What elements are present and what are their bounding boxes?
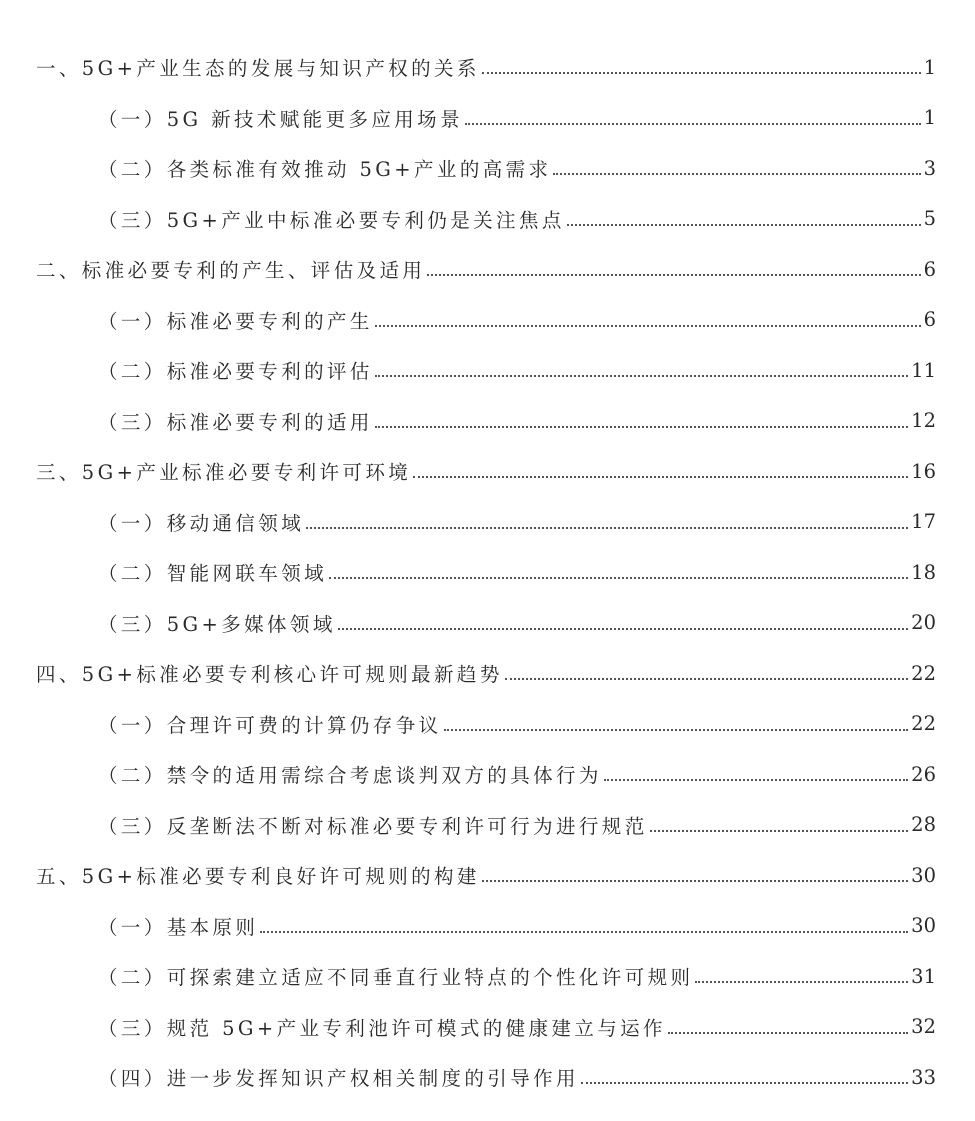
toc-chapter-entry[interactable] xyxy=(0,42,936,93)
toc-section-entry[interactable] xyxy=(0,699,936,750)
toc-page-number: 11 xyxy=(911,358,936,382)
toc-page-number: 33 xyxy=(911,1065,936,1089)
toc-entry-title: （二）禁令的适用需综合考虑谈判双方的具体行为 xyxy=(98,760,602,788)
toc-section-entry[interactable] xyxy=(0,598,936,649)
toc-section-entry[interactable] xyxy=(0,800,936,851)
toc-entry-title: 五、5G+标准必要专利良好许可规则的构建 xyxy=(36,861,480,889)
toc-entry-title: （一）标准必要专利的产生 xyxy=(98,306,373,334)
toc-section-entry[interactable] xyxy=(0,547,936,598)
toc-page-number: 28 xyxy=(911,813,936,837)
toc-page-number: 30 xyxy=(911,863,936,887)
toc-dot-leader xyxy=(650,830,909,832)
toc-dot-leader xyxy=(668,1032,908,1034)
toc-dot-leader xyxy=(329,577,908,579)
toc-page-number: 5 xyxy=(923,207,936,231)
toc-entry-title: （二）智能网联车领域 xyxy=(98,558,327,586)
toc-dot-leader xyxy=(413,476,908,478)
toc-section-entry[interactable] xyxy=(0,345,936,396)
toc-page-number: 1 xyxy=(923,55,936,79)
toc-dot-leader xyxy=(306,527,908,529)
toc-page-number: 1 xyxy=(923,106,936,130)
toc-section-entry[interactable] xyxy=(0,143,936,194)
toc-entry-title: 二、标准必要专利的产生、评估及适用 xyxy=(36,255,425,283)
toc-entry-title: （三）标准必要专利的适用 xyxy=(98,407,373,435)
toc-entry-title: （一）基本原则 xyxy=(98,912,258,940)
toc-page-number: 3 xyxy=(923,156,936,180)
toc-page-number: 22 xyxy=(911,661,936,685)
toc-dot-leader xyxy=(338,628,908,630)
toc-dot-leader xyxy=(260,931,908,933)
toc-section-entry[interactable] xyxy=(0,1002,936,1053)
toc-entry-title: 一、5G+产业生态的发展与知识产权的关系 xyxy=(36,53,480,81)
toc-page-number: 12 xyxy=(911,409,936,433)
toc-entry-title: （三）5G+多媒体领域 xyxy=(98,609,336,637)
toc-entry-title: 三、5G+产业标准必要专利许可环境 xyxy=(36,457,411,485)
toc-dot-leader xyxy=(482,72,921,74)
toc-entry-title: （四）进一步发挥知识产权相关制度的引导作用 xyxy=(98,1063,579,1091)
toc-chapter-entry[interactable] xyxy=(0,648,936,699)
toc-page-number: 32 xyxy=(911,1015,936,1039)
toc-dot-leader xyxy=(505,678,908,680)
toc-page-number: 22 xyxy=(911,712,936,736)
toc-dot-leader xyxy=(375,375,908,377)
toc-section-entry[interactable] xyxy=(0,1052,936,1103)
toc-page-number: 31 xyxy=(911,964,936,988)
toc-entry-title: （一）移动通信领域 xyxy=(98,508,304,536)
toc-section-entry[interactable] xyxy=(0,194,936,245)
toc-page-number: 30 xyxy=(911,914,936,938)
toc-page-number: 17 xyxy=(911,510,936,534)
toc-entry-title: （一）5G 新技术赋能更多应用场景 xyxy=(98,104,463,132)
toc-dot-leader xyxy=(567,224,921,226)
toc-section-entry[interactable] xyxy=(0,93,936,144)
toc-section-entry[interactable] xyxy=(0,497,936,548)
toc-page-number: 16 xyxy=(911,459,936,483)
toc-entry-title: （三）5G+产业中标准必要专利仍是关注焦点 xyxy=(98,205,565,233)
toc-section-entry[interactable] xyxy=(0,396,936,447)
toc-entry-title: （二）标准必要专利的评估 xyxy=(98,356,373,384)
toc-entry-title: （三）反垄断法不断对标准必要专利许可行为进行规范 xyxy=(98,811,648,839)
toc-dot-leader xyxy=(375,325,921,327)
toc-dot-leader xyxy=(695,981,908,983)
toc-chapter-entry[interactable] xyxy=(0,446,936,497)
toc-page-number: 20 xyxy=(911,611,936,635)
toc-dot-leader xyxy=(427,274,920,276)
toc-entry-title: （三）规范 5G+产业专利池许可模式的健康建立与运作 xyxy=(98,1013,666,1041)
toc-chapter-entry[interactable] xyxy=(0,850,936,901)
table-of-contents xyxy=(0,42,975,1103)
toc-dot-leader xyxy=(553,173,920,175)
toc-page-number: 18 xyxy=(911,560,936,584)
toc-entry-title: （一）合理许可费的计算仍存争议 xyxy=(98,710,442,738)
toc-page-number: 6 xyxy=(923,308,936,332)
toc-section-entry[interactable] xyxy=(0,901,936,952)
toc-section-entry[interactable] xyxy=(0,295,936,346)
toc-entry-title: （二）各类标准有效推动 5G+产业的高需求 xyxy=(98,154,551,182)
toc-dot-leader xyxy=(375,426,908,428)
toc-page-number: 26 xyxy=(911,762,936,786)
toc-dot-leader xyxy=(444,729,909,731)
toc-entry-title: 四、5G+标准必要专利核心许可规则最新趋势 xyxy=(36,659,503,687)
toc-chapter-entry[interactable] xyxy=(0,244,936,295)
toc-entry-title: （二）可探索建立适应不同垂直行业特点的个性化许可规则 xyxy=(98,962,693,990)
toc-section-entry[interactable] xyxy=(0,951,936,1002)
toc-page-number: 6 xyxy=(923,257,936,281)
toc-dot-leader xyxy=(604,779,908,781)
toc-section-entry[interactable] xyxy=(0,749,936,800)
toc-dot-leader xyxy=(465,123,921,125)
toc-dot-leader xyxy=(482,880,908,882)
toc-dot-leader xyxy=(581,1082,908,1084)
